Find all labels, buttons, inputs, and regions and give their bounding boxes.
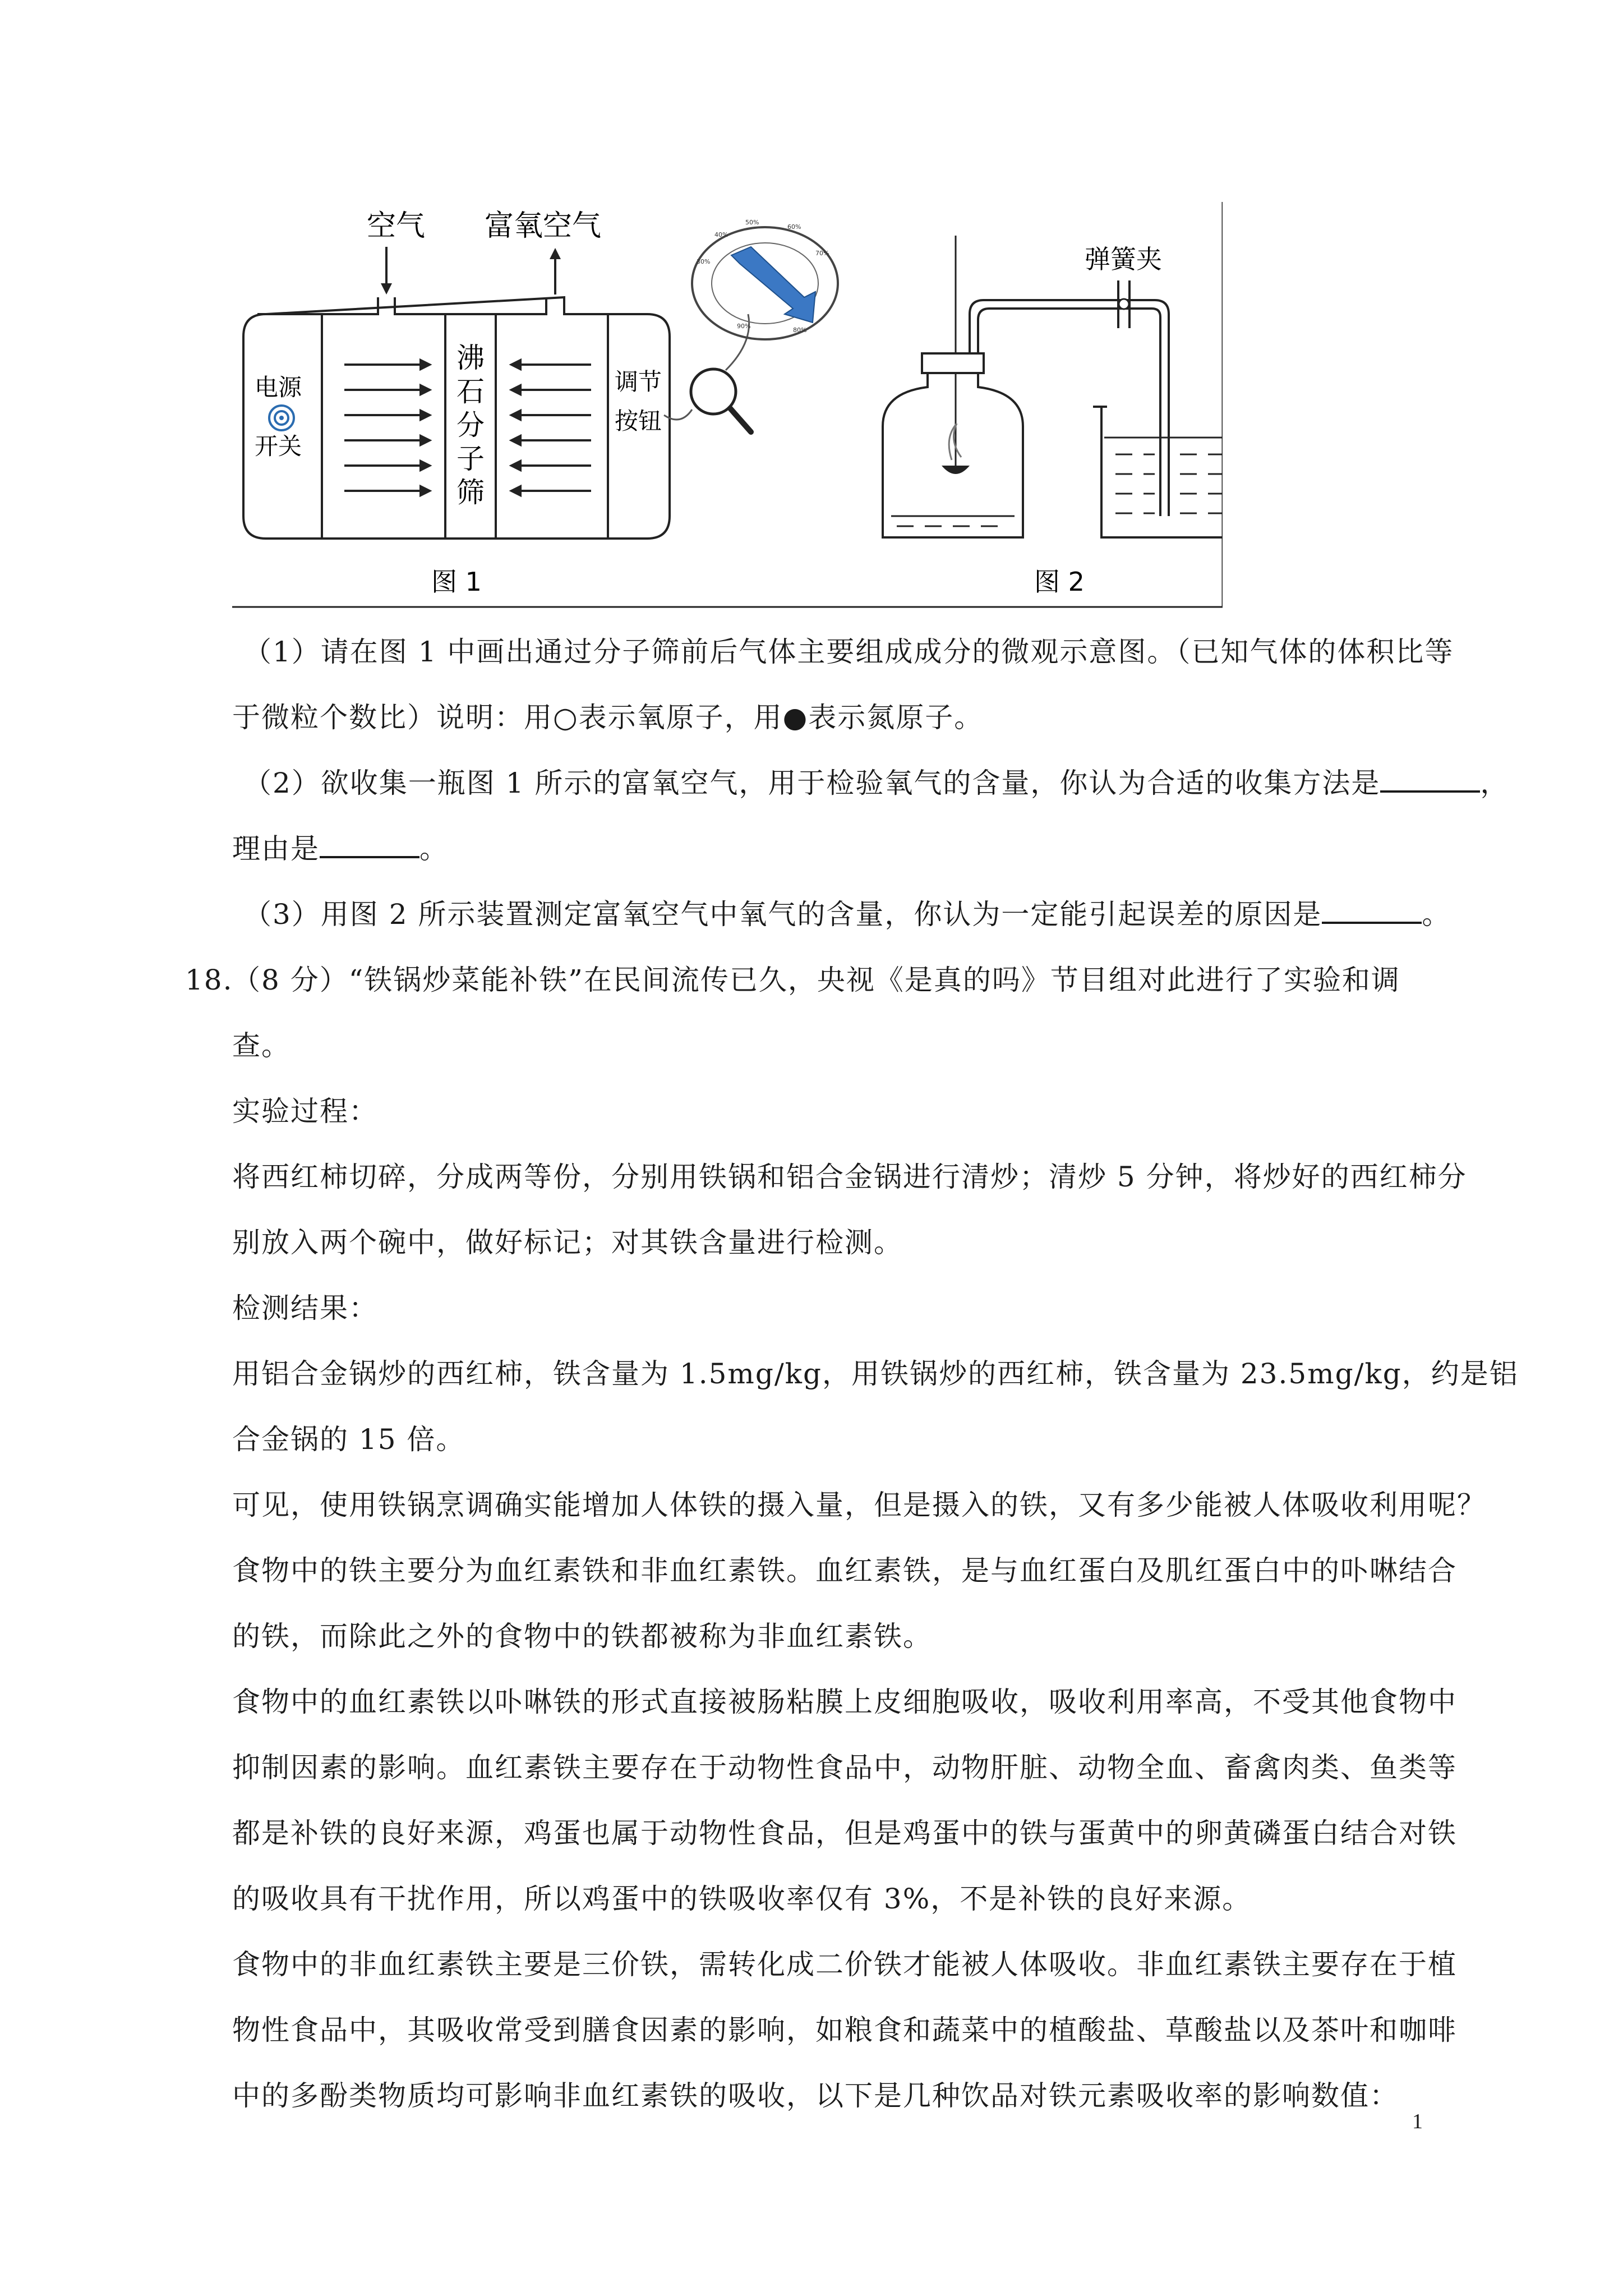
sieve-char-1: 沸 — [457, 342, 485, 374]
q18-result-line1: 用铝合金锅炒的西红柿，铁含量为 1.5mg/kg，用铁锅炒的西红柿，铁含量为 23.5mg/kg，约是铝 — [232, 1358, 1519, 1390]
q17-part1-line2: 于微粒个数比）说明：用○表示氧原子，用●表示氮原子。 — [232, 701, 984, 734]
answer-blank-reason[interactable] — [320, 831, 419, 858]
adjust-label-bottom: 按钮 — [615, 407, 662, 435]
air-label: 空气 — [367, 209, 426, 243]
spring-clip-label: 弹簧夹 — [1085, 244, 1162, 274]
q18-para3-line1: 食物中的血红素铁以卟啉铁的形式直接被肠粘膜上皮细胞吸收，吸收利用率高，不受其他食物中 — [232, 1686, 1457, 1718]
q18-para4-line1: 食物中的非血红素铁主要是三价铁，需转化成二价铁才能被人体吸收。非血红素铁主要存在于植 — [232, 1948, 1457, 1981]
svg-text:40%: 40% — [714, 231, 728, 238]
q18-para4-line2: 物性食品中，其吸收常受到膳食因素的影响，如粮食和蔬菜中的植酸盐、草酸盐以及茶叶和咖啡 — [232, 2014, 1457, 2046]
sieve-char-4: 子 — [457, 443, 485, 475]
q18-process-title: 实验过程： — [232, 1095, 378, 1128]
q18-stem-line1: （8 分）“铁锅炒菜能补铁”在民间流传已久，央视《是真的吗》节目组对此进行了实验和调 — [232, 964, 1400, 996]
adjust-label-top: 调节 — [615, 368, 662, 395]
svg-text:90%: 90% — [737, 323, 751, 330]
power-label-top: 电源 — [255, 374, 302, 401]
magnifier-icon — [691, 369, 751, 432]
q18-para3-line4: 的吸收具有干扰作用，所以鸡蛋中的铁吸收率仅有 3%，不是补铁的良好来源。 — [232, 1883, 1252, 1915]
figure-2-caption: 图 2 — [1034, 567, 1085, 597]
svg-text:50%: 50% — [745, 219, 759, 226]
q18-process-line2: 别放入两个碗中，做好标记；对其铁含量进行检测。 — [232, 1226, 903, 1259]
sieve-char-5: 筛 — [457, 476, 485, 509]
oxygen-measure-apparatus — [883, 236, 1223, 597]
q18-para1: 可见，使用铁锅烹调确实能增加人体铁的摄入量，但是摄入的铁，又有多少能被人体吸收利用呢？ — [232, 1489, 1486, 1521]
figure-1-caption: 图 1 — [431, 567, 482, 597]
q18-process-line1: 将西红柿切碎，分成两等份，分别用铁锅和铝合金锅进行清炒；清炒 5 分钟，将炒好的西红柿分 — [232, 1161, 1467, 1193]
sieve-char-2: 石 — [457, 375, 485, 408]
oxygen-air-label: 富氧空气 — [485, 209, 602, 243]
outflow-arrows — [511, 360, 591, 495]
power-label-bottom: 开关 — [255, 432, 302, 460]
q17-part2-line1: （2）欲收集一瓶图 1 所示的富氧空气，用于检验氧气的含量，你认为合适的收集方法是 ， — [243, 767, 1510, 799]
power-switch-icon — [269, 406, 294, 430]
q18-para2-line2: 的铁，而除此之外的食物中的铁都被称为非血红素铁。 — [232, 1620, 932, 1653]
experiment-figure — [232, 202, 1223, 611]
q18-para3-line3: 都是补铁的良好来源，鸡蛋也属于动物性食品，但是鸡蛋中的铁与蛋黄中的卵黄磷蛋白结合对铁 — [232, 1817, 1457, 1849]
inflow-arrows — [344, 360, 430, 495]
sieve-char-3: 分 — [457, 409, 485, 441]
q18-para2-line1: 食物中的铁主要分为血红素铁和非血红素铁。血红素铁，是与血红蛋白及肌红蛋白中的卟啉结合 — [232, 1554, 1457, 1587]
q17-part3: （3）用图 2 所示装置测定富氧空气中氧气的含量，你认为一定能引起误差的原因是 。 — [243, 898, 1451, 931]
q17-part1-line1: （1）请在图 1 中画出通过分子筛前后气体主要组成成分的微观示意图。（已知气体的体积比等 — [243, 636, 1454, 668]
q18-result-line2: 合金锅的 15 倍。 — [232, 1423, 465, 1456]
answer-blank-method[interactable] — [1380, 766, 1480, 793]
q18-para3-line2: 抑制因素的影响。血红素铁主要存在于动物性食品中，动物肝脏、动物全血、畜禽肉类、鱼类等 — [232, 1751, 1457, 1784]
svg-text:30%: 30% — [697, 258, 711, 265]
q18-para4-line3: 中的多酚类物质均可影响非血红素铁的吸收，以下是几种饮品对铁元素吸收率的影响数值： — [232, 2079, 1399, 2112]
svg-text:70%: 70% — [815, 250, 829, 257]
oxygen-dial-icon — [692, 227, 838, 339]
q18-number: 18. — [185, 964, 233, 996]
spring-clip-icon — [1118, 280, 1129, 328]
q18-stem-line2: 查。 — [232, 1029, 291, 1062]
q17-part2-line2: 理由是 。 — [232, 832, 449, 865]
svg-text:80%: 80% — [793, 326, 807, 334]
q18-result-title: 检测结果： — [232, 1292, 378, 1324]
svg-text:60%: 60% — [787, 223, 801, 231]
page-number: 1 — [1412, 2110, 1423, 2133]
answer-blank-error[interactable] — [1322, 897, 1422, 924]
oxygen-concentrator-diagram — [243, 209, 838, 597]
